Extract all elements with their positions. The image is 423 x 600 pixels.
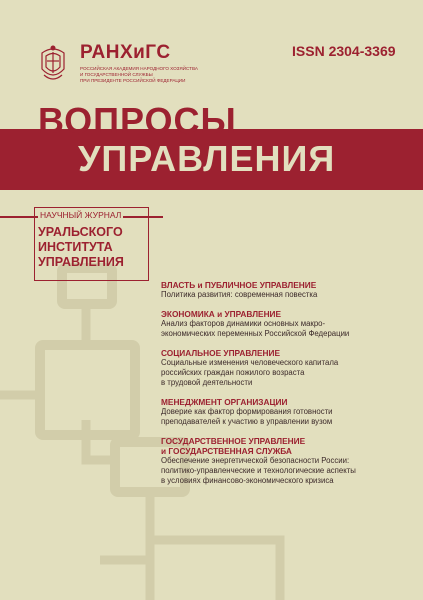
section-title: ВЛАСТЬ и ПУБЛИЧНОЕ УПРАВЛЕНИЕ — [161, 280, 317, 290]
journal-type-label: НАУЧНЫЙ ЖУРНАЛ — [40, 210, 122, 220]
institute-name: УРАЛЬСКОГО ИНСТИТУТА УПРАВЛЕНИЯ — [38, 225, 124, 269]
section-article: Доверие как фактор формирования готовности — [161, 407, 333, 416]
section-article: Обеспечение энергетической безопасности России: — [161, 456, 350, 465]
section-organization-management — [161, 397, 411, 427]
journal-title-line-1: ВОПРОСЫ — [38, 100, 237, 141]
section-title: МЕНЕДЖМЕНТ ОРГАНИЗАЦИИ — [161, 397, 288, 407]
section-power-public-administration — [161, 280, 411, 300]
section-title: СОЦИАЛЬНОЕ УПРАВЛЕНИЕ — [161, 348, 280, 358]
section-article: экономических переменных Российской Федерации — [161, 329, 350, 338]
section-article: Социальные изменения человеческого капитала — [161, 358, 339, 367]
section-title: и ГОСУДАРСТВЕННАЯ СЛУЖБА — [161, 446, 292, 456]
section-social-management — [161, 348, 411, 388]
section-article: Политика развития: современная повестка — [161, 290, 318, 299]
section-title: ГОСУДАРСТВЕННОЕ УПРАВЛЕНИЕ — [161, 436, 306, 446]
section-article: в условиях финансово-экономического кризиса — [161, 476, 334, 485]
section-state-administration — [161, 436, 411, 486]
academy-full-name: РОССИЙСКАЯ АКАДЕМИЯ НАРОДНОГО ХОЗЯЙСТВА И ГОСУДАРСТВЕННОЙ СЛУЖБЫ ПРИ ПРЕЗИДЕНТЕ РОССИЙСКОЙ ФЕДЕРАЦИИ — [80, 66, 198, 83]
section-article: российских граждан пожилого возраста — [161, 368, 305, 377]
journal-title-line-2: УПРАВЛЕНИЯ — [78, 138, 336, 179]
academy-abbreviation: РАНХиГС — [80, 42, 171, 63]
section-article: преподавателей к участию в управлении вузом — [161, 417, 333, 426]
section-title: ЭКОНОМИКА и УПРАВЛЕНИЕ — [161, 309, 282, 319]
section-article: политико-управленческие и технологические аспекты — [161, 466, 356, 475]
section-article: в трудовой деятельности — [161, 378, 253, 387]
issn-number: ISSN 2304-3369 — [292, 43, 396, 59]
section-economics-management — [161, 309, 411, 339]
section-article: Анализ факторов динамики основных макро- — [161, 319, 326, 328]
contents-list — [161, 280, 411, 495]
academy-emblem-icon — [38, 43, 68, 83]
